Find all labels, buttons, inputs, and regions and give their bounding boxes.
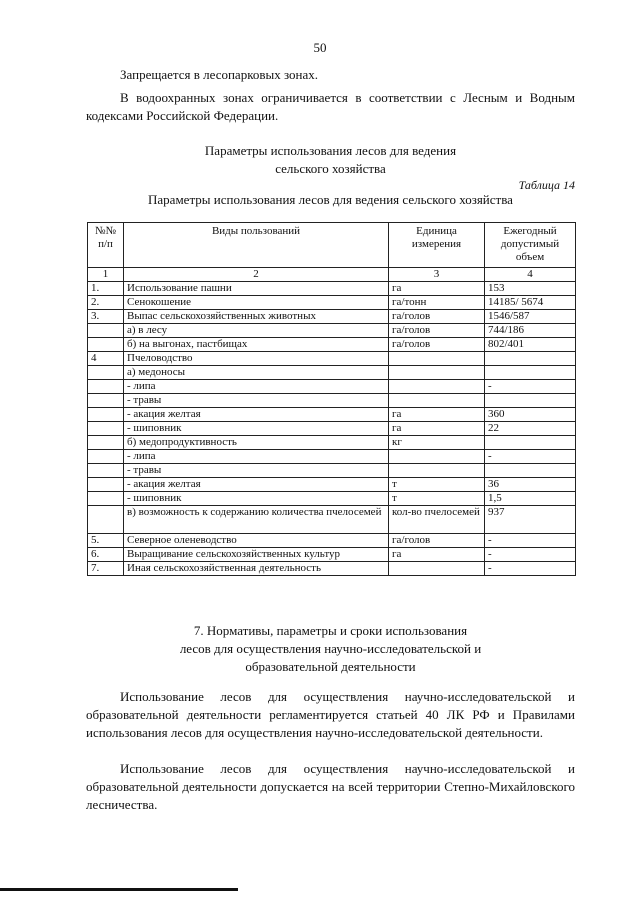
row-unit xyxy=(389,380,485,394)
row-usage-type: - травы xyxy=(124,464,389,478)
row-unit xyxy=(389,352,485,366)
row-volume: - xyxy=(485,548,576,562)
row-unit: т xyxy=(389,492,485,506)
row-usage-type: Сенокошение xyxy=(124,296,389,310)
row-usage-type: - шиповник xyxy=(124,492,389,506)
row-unit xyxy=(389,562,485,576)
row-volume xyxy=(485,464,576,478)
intro-line-2: В водоохранных зонах ограничивается в соответствии с Лесным и Водным кодексами Российской Федерации. xyxy=(86,90,575,123)
table-title: Параметры использования лесов для ведения сельского хозяйства xyxy=(148,192,513,207)
row-unit: га xyxy=(389,282,485,296)
row-unit xyxy=(389,394,485,408)
row-number: 6. xyxy=(88,548,124,562)
table-header-row xyxy=(88,223,576,268)
row-unit: га/голов xyxy=(389,534,485,548)
row-usage-type: а) медоносы xyxy=(124,366,389,380)
row-usage-type: б) медопродуктивность xyxy=(124,436,389,450)
table-row xyxy=(88,492,576,506)
row-unit: т xyxy=(389,478,485,492)
table-row xyxy=(88,324,576,338)
section-7-heading-line-2: лесов для осуществления научно-исследовательской и xyxy=(179,641,482,656)
row-volume xyxy=(485,352,576,366)
section-7-heading-line-3: образовательной деятельности xyxy=(245,659,416,674)
table-row xyxy=(88,296,576,310)
row-usage-type: Иная сельскохозяйственная деятельность xyxy=(124,562,389,576)
row-usage-type: Выращивание сельскохозяйственных культур xyxy=(124,548,389,562)
header-unit: Единица измерения xyxy=(389,223,485,268)
row-number xyxy=(88,436,124,450)
row-number xyxy=(88,478,124,492)
row-unit: га/голов xyxy=(389,338,485,352)
row-volume: 744/186 xyxy=(485,324,576,338)
row-usage-type: - липа xyxy=(124,380,389,394)
row-number: 4 xyxy=(88,352,124,366)
row-usage-type: б) на выгонах, пастбищах xyxy=(124,338,389,352)
row-number xyxy=(88,338,124,352)
row-volume: - xyxy=(485,450,576,464)
col-number-3: 3 xyxy=(389,268,485,282)
table-row xyxy=(88,548,576,562)
usage-parameters-table xyxy=(87,222,576,576)
row-number: 2. xyxy=(88,296,124,310)
row-usage-type: в) возможность к содержанию количества пчелосемей xyxy=(124,506,389,534)
row-unit xyxy=(389,366,485,380)
table-row xyxy=(88,506,576,534)
row-number: 3. xyxy=(88,310,124,324)
row-volume: 14185/ 5674 xyxy=(485,296,576,310)
table-row xyxy=(88,534,576,548)
section-heading-line-2: сельского хозяйства xyxy=(275,161,386,176)
row-usage-type: Северное оленеводство xyxy=(124,534,389,548)
row-volume xyxy=(485,436,576,450)
row-number xyxy=(88,324,124,338)
row-volume xyxy=(485,394,576,408)
row-volume: 937 xyxy=(485,506,576,534)
row-volume: - xyxy=(485,534,576,548)
header-annual-volume: Ежегодный допустимый объем xyxy=(485,223,576,268)
row-unit xyxy=(389,450,485,464)
table-row xyxy=(88,310,576,324)
row-unit xyxy=(389,464,485,478)
row-volume xyxy=(485,366,576,380)
row-volume: 36 xyxy=(485,478,576,492)
page-number: 50 xyxy=(313,40,327,55)
col-number-1: 1 xyxy=(88,268,124,282)
table-column-numbers-row xyxy=(88,268,576,282)
row-number: 5. xyxy=(88,534,124,548)
row-number: 1. xyxy=(88,282,124,296)
table-row xyxy=(88,380,576,394)
row-unit: га xyxy=(389,548,485,562)
table-row xyxy=(88,366,576,380)
row-usage-type: Пчеловодство xyxy=(124,352,389,366)
col-number-2: 2 xyxy=(124,268,389,282)
row-number xyxy=(88,450,124,464)
col-number-4: 4 xyxy=(485,268,576,282)
table-caption: Таблица 14 xyxy=(518,178,575,192)
row-volume: 1,5 xyxy=(485,492,576,506)
row-volume: 153 xyxy=(485,282,576,296)
row-volume: - xyxy=(485,380,576,394)
row-unit: га xyxy=(389,408,485,422)
row-usage-type: - акация желтая xyxy=(124,478,389,492)
row-unit: га/тонн xyxy=(389,296,485,310)
table-row xyxy=(88,450,576,464)
row-usage-type: - травы xyxy=(124,394,389,408)
row-unit: кг xyxy=(389,436,485,450)
row-unit: га/голов xyxy=(389,310,485,324)
row-number xyxy=(88,394,124,408)
row-number xyxy=(88,380,124,394)
row-usage-type: - шиповник xyxy=(124,422,389,436)
paragraph-2: Использование лесов для осуществления научно-исследовательской и образовательной деятельности допускается на всей территории Степно-Михайловского лесничества. xyxy=(86,761,575,812)
row-usage-type: - акация желтая xyxy=(124,408,389,422)
row-volume: 1546/587 xyxy=(485,310,576,324)
row-number xyxy=(88,464,124,478)
header-usage-type: Виды пользований xyxy=(124,223,389,268)
section-heading-line-1: Параметры использования лесов для ведения xyxy=(204,143,457,158)
row-number xyxy=(88,506,124,534)
table-row xyxy=(88,464,576,478)
bottom-rule xyxy=(0,888,238,891)
row-volume: - xyxy=(485,562,576,576)
table-row xyxy=(88,408,576,422)
table-row xyxy=(88,422,576,436)
row-usage-type: а) в лесу xyxy=(124,324,389,338)
intro-line-1: Запрещается в лесопарковых зонах. xyxy=(120,67,319,82)
table-row xyxy=(88,282,576,296)
header-number: №№ п/п xyxy=(88,223,124,268)
table-row xyxy=(88,352,576,366)
row-usage-type: - липа xyxy=(124,450,389,464)
table-row xyxy=(88,338,576,352)
row-number: 7. xyxy=(88,562,124,576)
section-7-heading-line-1: 7. Нормативы, параметры и сроки использования xyxy=(193,623,468,638)
row-number xyxy=(88,366,124,380)
row-unit: га xyxy=(389,422,485,436)
row-number xyxy=(88,408,124,422)
row-volume: 802/401 xyxy=(485,338,576,352)
row-number xyxy=(88,492,124,506)
row-number xyxy=(88,422,124,436)
table-row xyxy=(88,394,576,408)
row-unit: га/голов xyxy=(389,324,485,338)
paragraph-1: Использование лесов для осуществления научно-исследовательской и образовательной деятельности регламентируется статьей 40 ЛК РФ и Правилами использования лесов для осуществления научно-исследовательской деятельности. xyxy=(86,689,575,740)
row-volume: 22 xyxy=(485,422,576,436)
table-row xyxy=(88,562,576,576)
section-7-heading xyxy=(86,622,575,676)
row-usage-type: Выпас сельскохозяйственных животных xyxy=(124,310,389,324)
row-volume: 360 xyxy=(485,408,576,422)
row-usage-type: Использование пашни xyxy=(124,282,389,296)
table-row xyxy=(88,436,576,450)
row-unit: кол-во пчелосемей xyxy=(389,506,485,534)
table-row xyxy=(88,478,576,492)
